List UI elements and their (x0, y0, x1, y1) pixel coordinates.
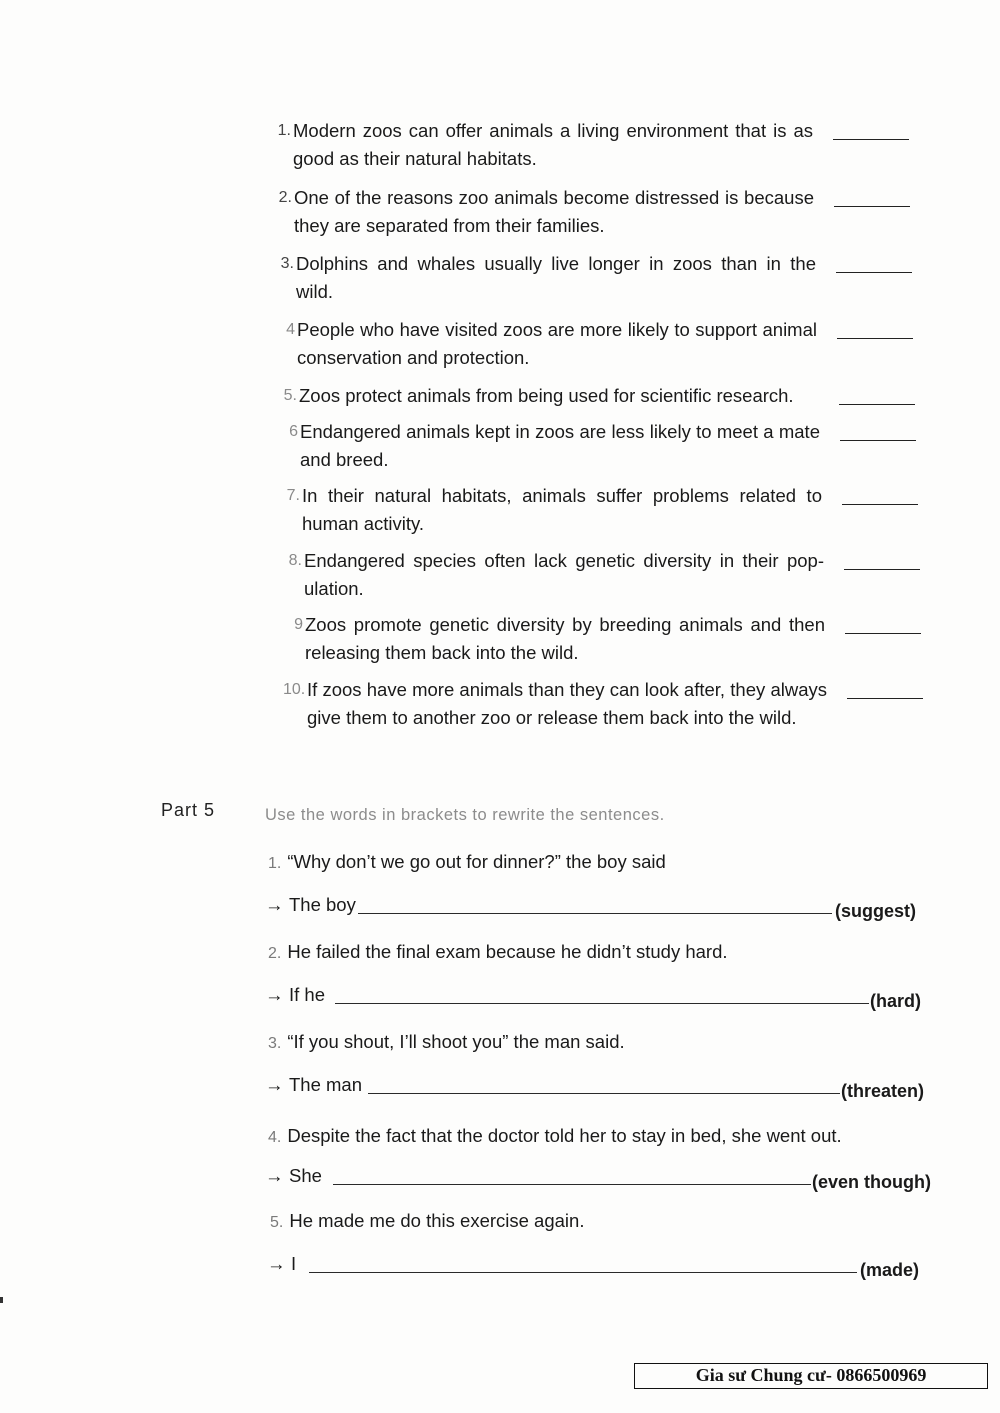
scan-edge-mark (0, 1297, 3, 1303)
rewrite-answer-3 (265, 1073, 925, 1101)
answer-line[interactable] (358, 913, 832, 914)
rewrite-question-3 (268, 1030, 625, 1056)
statement-2 (278, 184, 954, 240)
answer-blank[interactable] (837, 338, 913, 339)
statement-number: 5. (283, 387, 297, 404)
statement-text: If zoos have more animals than they can look after, they always give them to another zoo or release them back into the wild. (307, 679, 827, 728)
rewrite-answer-5 (267, 1252, 922, 1278)
rewrite-question-2 (268, 940, 728, 966)
question-number: 1. (268, 855, 282, 872)
answer-line[interactable] (368, 1093, 840, 1094)
statement-text: One of the reasons zoo animals become distressed is because they are separated from their families. (294, 187, 814, 236)
statement-text: Zoos promote genetic diversity by breeding animals and then releasing them back into the wild. (305, 614, 825, 663)
answer-blank[interactable] (847, 698, 923, 699)
answer-line[interactable] (309, 1272, 857, 1273)
statement-1 (277, 117, 953, 173)
question-text: “Why don’t we go out for dinner?” the boy said (287, 851, 666, 872)
statement-number: 7. (286, 487, 300, 504)
question-number: 2. (268, 945, 282, 962)
rewrite-answer-1 (265, 893, 920, 919)
answer-blank[interactable] (834, 206, 910, 207)
keyword-hint: (threaten) (841, 1081, 925, 1101)
question-number: 4. (268, 1129, 282, 1146)
arrow-icon: → (267, 1253, 286, 1274)
arrow-icon: → (265, 984, 284, 1005)
question-text: “If you shout, I’ll shoot you” the man said. (287, 1031, 625, 1052)
statement-number: 2. (278, 189, 292, 206)
statement-9 (294, 611, 965, 667)
statement-5 (283, 382, 959, 410)
statement-4 (286, 316, 957, 372)
rewrite-question-5 (270, 1209, 584, 1235)
arrow-icon: → (265, 894, 284, 915)
answer-blank[interactable] (844, 569, 920, 570)
question-text: Despite the fact that the doctor told her to stay in bed, she went out. (287, 1125, 842, 1146)
statement-number: 9 (294, 616, 303, 633)
part-instruction: Use the words in brackets to rewrite the sentences. (265, 806, 665, 824)
rewrite-question-4 (268, 1124, 842, 1150)
statement-text: People who have visited zoos are more likely to support animal conservation and protection. (297, 319, 817, 368)
answer-start: She (289, 1165, 322, 1186)
question-number: 3. (268, 1035, 282, 1052)
keyword-hint: (hard) (870, 991, 921, 1011)
answer-start: I (291, 1253, 297, 1274)
answer-start: The man (289, 1074, 363, 1095)
statement-number: 1. (277, 122, 291, 139)
footer-credit: Gia sư Chung cư- 0866500969 (634, 1363, 988, 1389)
rewrite-answer-4 (265, 1164, 931, 1192)
statement-number: 4 (286, 321, 295, 338)
statement-number: 8. (288, 552, 302, 569)
answer-blank[interactable] (839, 404, 915, 405)
statement-text: Zoos protect animals from being used for scientific research. (299, 385, 794, 406)
keyword-hint: (even though) (812, 1172, 931, 1192)
statement-text: Endangered species often lack genetic diversity in their pop-ulation. (304, 550, 824, 599)
statement-10 (283, 676, 967, 732)
question-number: 5. (270, 1214, 284, 1231)
keyword-hint: (suggest) (835, 901, 916, 921)
statement-3 (280, 250, 956, 306)
statement-number: 3. (280, 255, 294, 272)
answer-start: If he (289, 984, 325, 1005)
answer-line[interactable] (335, 1003, 869, 1004)
answer-start: The boy (289, 894, 356, 915)
answer-blank[interactable] (845, 633, 921, 634)
statement-text: In their natural habitats, animals suffer problems related to human activity. (302, 485, 822, 534)
statement-text: Dolphins and whales usually live longer in zoos than in the wild. (296, 253, 816, 302)
question-text: He failed the final exam because he didn’t study hard. (287, 941, 728, 962)
statement-text: Modern zoos can offer animals a living environment that is as good as their natural habitats. (293, 120, 813, 169)
rewrite-answer-2 (265, 983, 920, 1009)
statement-number: 6 (289, 423, 298, 440)
question-text: He made me do this exercise again. (289, 1210, 585, 1231)
part-label: Part 5 (161, 800, 216, 820)
statement-8 (288, 547, 964, 603)
statement-7 (286, 482, 962, 538)
answer-blank[interactable] (833, 139, 909, 140)
rewrite-question-1 (268, 850, 666, 876)
answer-blank[interactable] (840, 440, 916, 441)
answer-blank[interactable] (842, 504, 918, 505)
arrow-icon: → (265, 1074, 284, 1095)
arrow-icon: → (265, 1165, 284, 1186)
statement-text: Endangered animals kept in zoos are less likely to meet a mate and breed. (300, 421, 820, 470)
statement-6 (289, 418, 960, 474)
answer-blank[interactable] (836, 272, 912, 273)
keyword-hint: (made) (860, 1260, 920, 1280)
answer-line[interactable] (333, 1184, 811, 1185)
statement-number: 10. (283, 681, 306, 698)
